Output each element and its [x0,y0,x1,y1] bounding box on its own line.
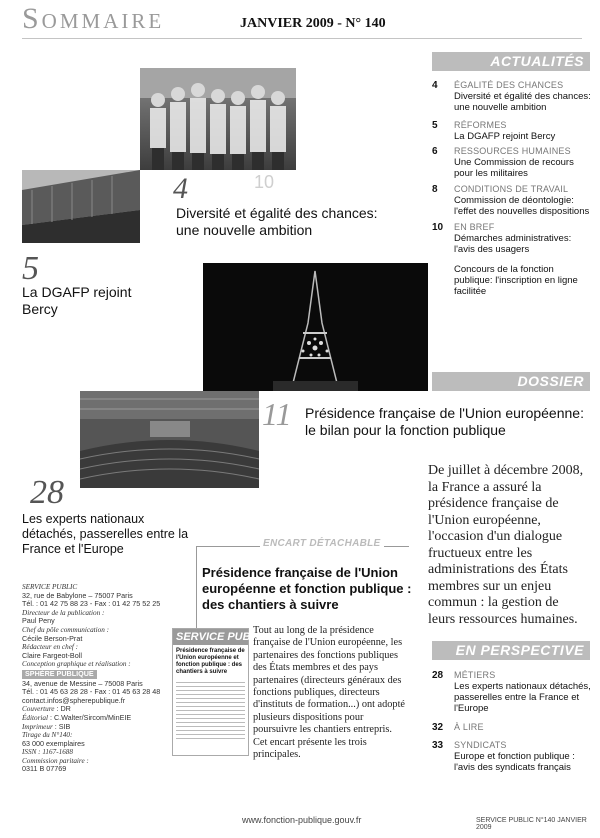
toc-item-5[interactable] [432,120,592,144]
credits-editor-label: Rédacteur en chef : [22,643,79,652]
toc-title: Commission de déontologie: l'effet des nouvelles dispositions [454,195,590,217]
toc-item-6[interactable] [432,146,592,178]
feature-5-number: 5 [22,250,39,287]
students-photo [140,68,296,170]
thumb-title: Présidence française de l'Union européenne et fonction publique : des chantiers à suivre [176,648,245,675]
masthead: Sommaire [22,2,165,35]
feature-11-number: 11 [262,396,292,432]
credits-editorial: : C.Walter/Sircom/MinEIE [49,712,132,722]
eiffel-illustration [203,263,428,391]
actualites-banner [432,52,590,71]
toc-num: 4 [432,80,438,91]
encart-body: Tout au long de la présidence française de l'Union européenne, les partenaires des fonctions publiques des États membres et des pays partenaires (directeurs généraux des fonctions publiques, directeurs d'instituts de formation...) ont adopté plusieurs dispositions pour poursuivre les chantiers entrepris. Cet encart présente les trois principales. [253,625,405,761]
top-rule [22,38,582,39]
toc-category: ÉGALITÉ DES CHANCES [454,80,564,90]
encart-thumbnail[interactable] [172,628,269,756]
credits-editorial-label: Éditorial [22,713,48,722]
encart-title[interactable]: Présidence française de l'Union européenne et fonction publique : des chantiers à suivre [202,565,412,612]
toc-item-32[interactable] [432,722,592,736]
credits-comm: Cécile Berson-Prat [22,633,83,643]
toc-category: SYNDICATS [454,740,507,750]
parliament-illustration [80,391,259,488]
toc-category: RESSOURCES HUMAINES [454,146,571,156]
toc-category: EN BREF [454,222,495,232]
credits-publication: SERVICE PUBLIC [22,583,78,591]
toc-title: Démarches administratives: l'avis des usagers [454,233,572,255]
feature-11-title[interactable]: Présidence française de l'Union européenne: le bilan pour la fonction publique [305,405,584,438]
thumb-text-lines [176,682,245,742]
toc-num: 8 [432,184,438,195]
toc-num: 33 [432,740,444,751]
feature-5-title[interactable]: La DGAFP rejoint Bercy [22,284,132,317]
credits-agency-email[interactable]: contact.infos@spherepublique.fr [22,695,126,705]
actualites-banner-label: ACTUALITÉS [490,53,584,69]
credits-printer-label: Imprimeur [22,722,53,731]
toc-num: 6 [432,146,438,157]
toc-extra[interactable]: Concours de la fonction publique: l'inscription en ligne facilitée [454,264,578,297]
credits-address: 32, rue de Babylone – 75007 Paris [22,590,133,600]
footer-issue: SERVICE PUBLIC N°140 JANVIER 2009 [476,817,587,831]
toc-num: 32 [432,722,444,733]
feature-4-page-watermark: 10 [254,172,275,192]
footer-url[interactable]: www.fonction-publique.gouv.fr [242,815,362,825]
sphere-publique-logo: SPHÈRE PUBLIQUE [22,670,97,679]
feature-28-number: 28 [30,474,64,511]
toc-category: CONDITIONS DE TRAVAIL [454,184,569,194]
toc-title: Les experts nationaux détachés, passerelles entre la France et l'Europe [454,681,591,714]
credits-issn: ISSN : 1167-1688 [22,748,73,757]
credits-print-run: 63 000 exemplaires [22,738,85,748]
credits-director: Paul Peny [22,616,55,626]
toc-title: Une Commission de recours pour les militaires [454,157,574,179]
thumb-brand: SERVICE PUBLIC [173,629,248,645]
toc-num: 28 [432,670,444,681]
credits-print-run-label: Tirage du N°140: [22,731,73,740]
credits-printer: : SIB [54,721,71,731]
bercy-illustration [22,170,140,243]
toc-item-8[interactable] [432,184,592,216]
dossier-banner [432,372,590,391]
credits-agency-address: 34, avenue de Messine – 75008 Paris [22,678,143,688]
feature-4-number: 4 [173,172,188,205]
perspective-banner-label: EN PERSPECTIVE [455,642,584,658]
bercy-building-photo [22,170,140,243]
feature-28-title[interactable]: Les experts nationaux détachés, passerelles entre la France et l'Europe [22,512,189,556]
feature-4-title[interactable]: Diversité et égalité des chances: une nouvelle ambition [176,205,378,238]
credits-comm-label: Chef du pôle communication : [22,625,110,634]
toc-num: 10 [432,222,444,233]
credits-commission-label: Commission paritaire : [22,756,89,765]
toc-num: 5 [432,120,438,131]
credits-design-label: Conception graphique et réalisation : [22,660,131,669]
encart-label: ENCART DÉTACHABLE [260,538,384,549]
credits-block [22,583,172,774]
toc-title: Diversité et égalité des chances: une nouvelle ambition [454,91,591,113]
credits-cover-label: Couverture [22,705,55,714]
credits-commission: 0311 B 07769 [22,764,67,774]
credits-cover: : DR [56,704,71,714]
toc-title: Europe et fonction publique : l'avis des syndicats français [454,751,575,773]
students-illustration [140,68,296,170]
parliament-photo [80,391,259,488]
toc-item-33[interactable] [432,740,592,776]
credits-phone: Tél. : 01 42 75 88 23 - Fax : 01 42 75 52 25 [22,599,161,609]
toc-item-10[interactable] [432,222,592,256]
toc-category: À LIRE [454,722,484,732]
perspective-banner [432,641,590,660]
credits-agency-phone: Tél. : 01 45 63 28 28 - Fax : 01 45 63 28 48 [22,687,161,697]
toc-category: RÉFORMES [454,120,507,130]
issue-date: JANVIER 2009 - N° 140 [240,16,386,31]
dossier-banner-label: DOSSIER [517,373,584,389]
credits-editor: Claire Fargeot-Boll [22,650,82,660]
toc-item-28[interactable] [432,670,592,718]
toc-title: La DGAFP rejoint Bercy [454,131,556,142]
toc-category: MÉTIERS [454,670,496,680]
toc-item-4[interactable] [432,80,592,113]
credits-director-label: Directeur de la publication : [22,608,105,617]
eiffel-tower-photo [203,263,428,391]
dossier-quote: De juillet à décembre 2008, la France a assuré la présidence française de l'Union européenne, l'occasion d'un dialogue fructueux entre les administrations des États membres sur un enjeu commun : la gestion de leurs ressources humaines. [428,463,584,627]
